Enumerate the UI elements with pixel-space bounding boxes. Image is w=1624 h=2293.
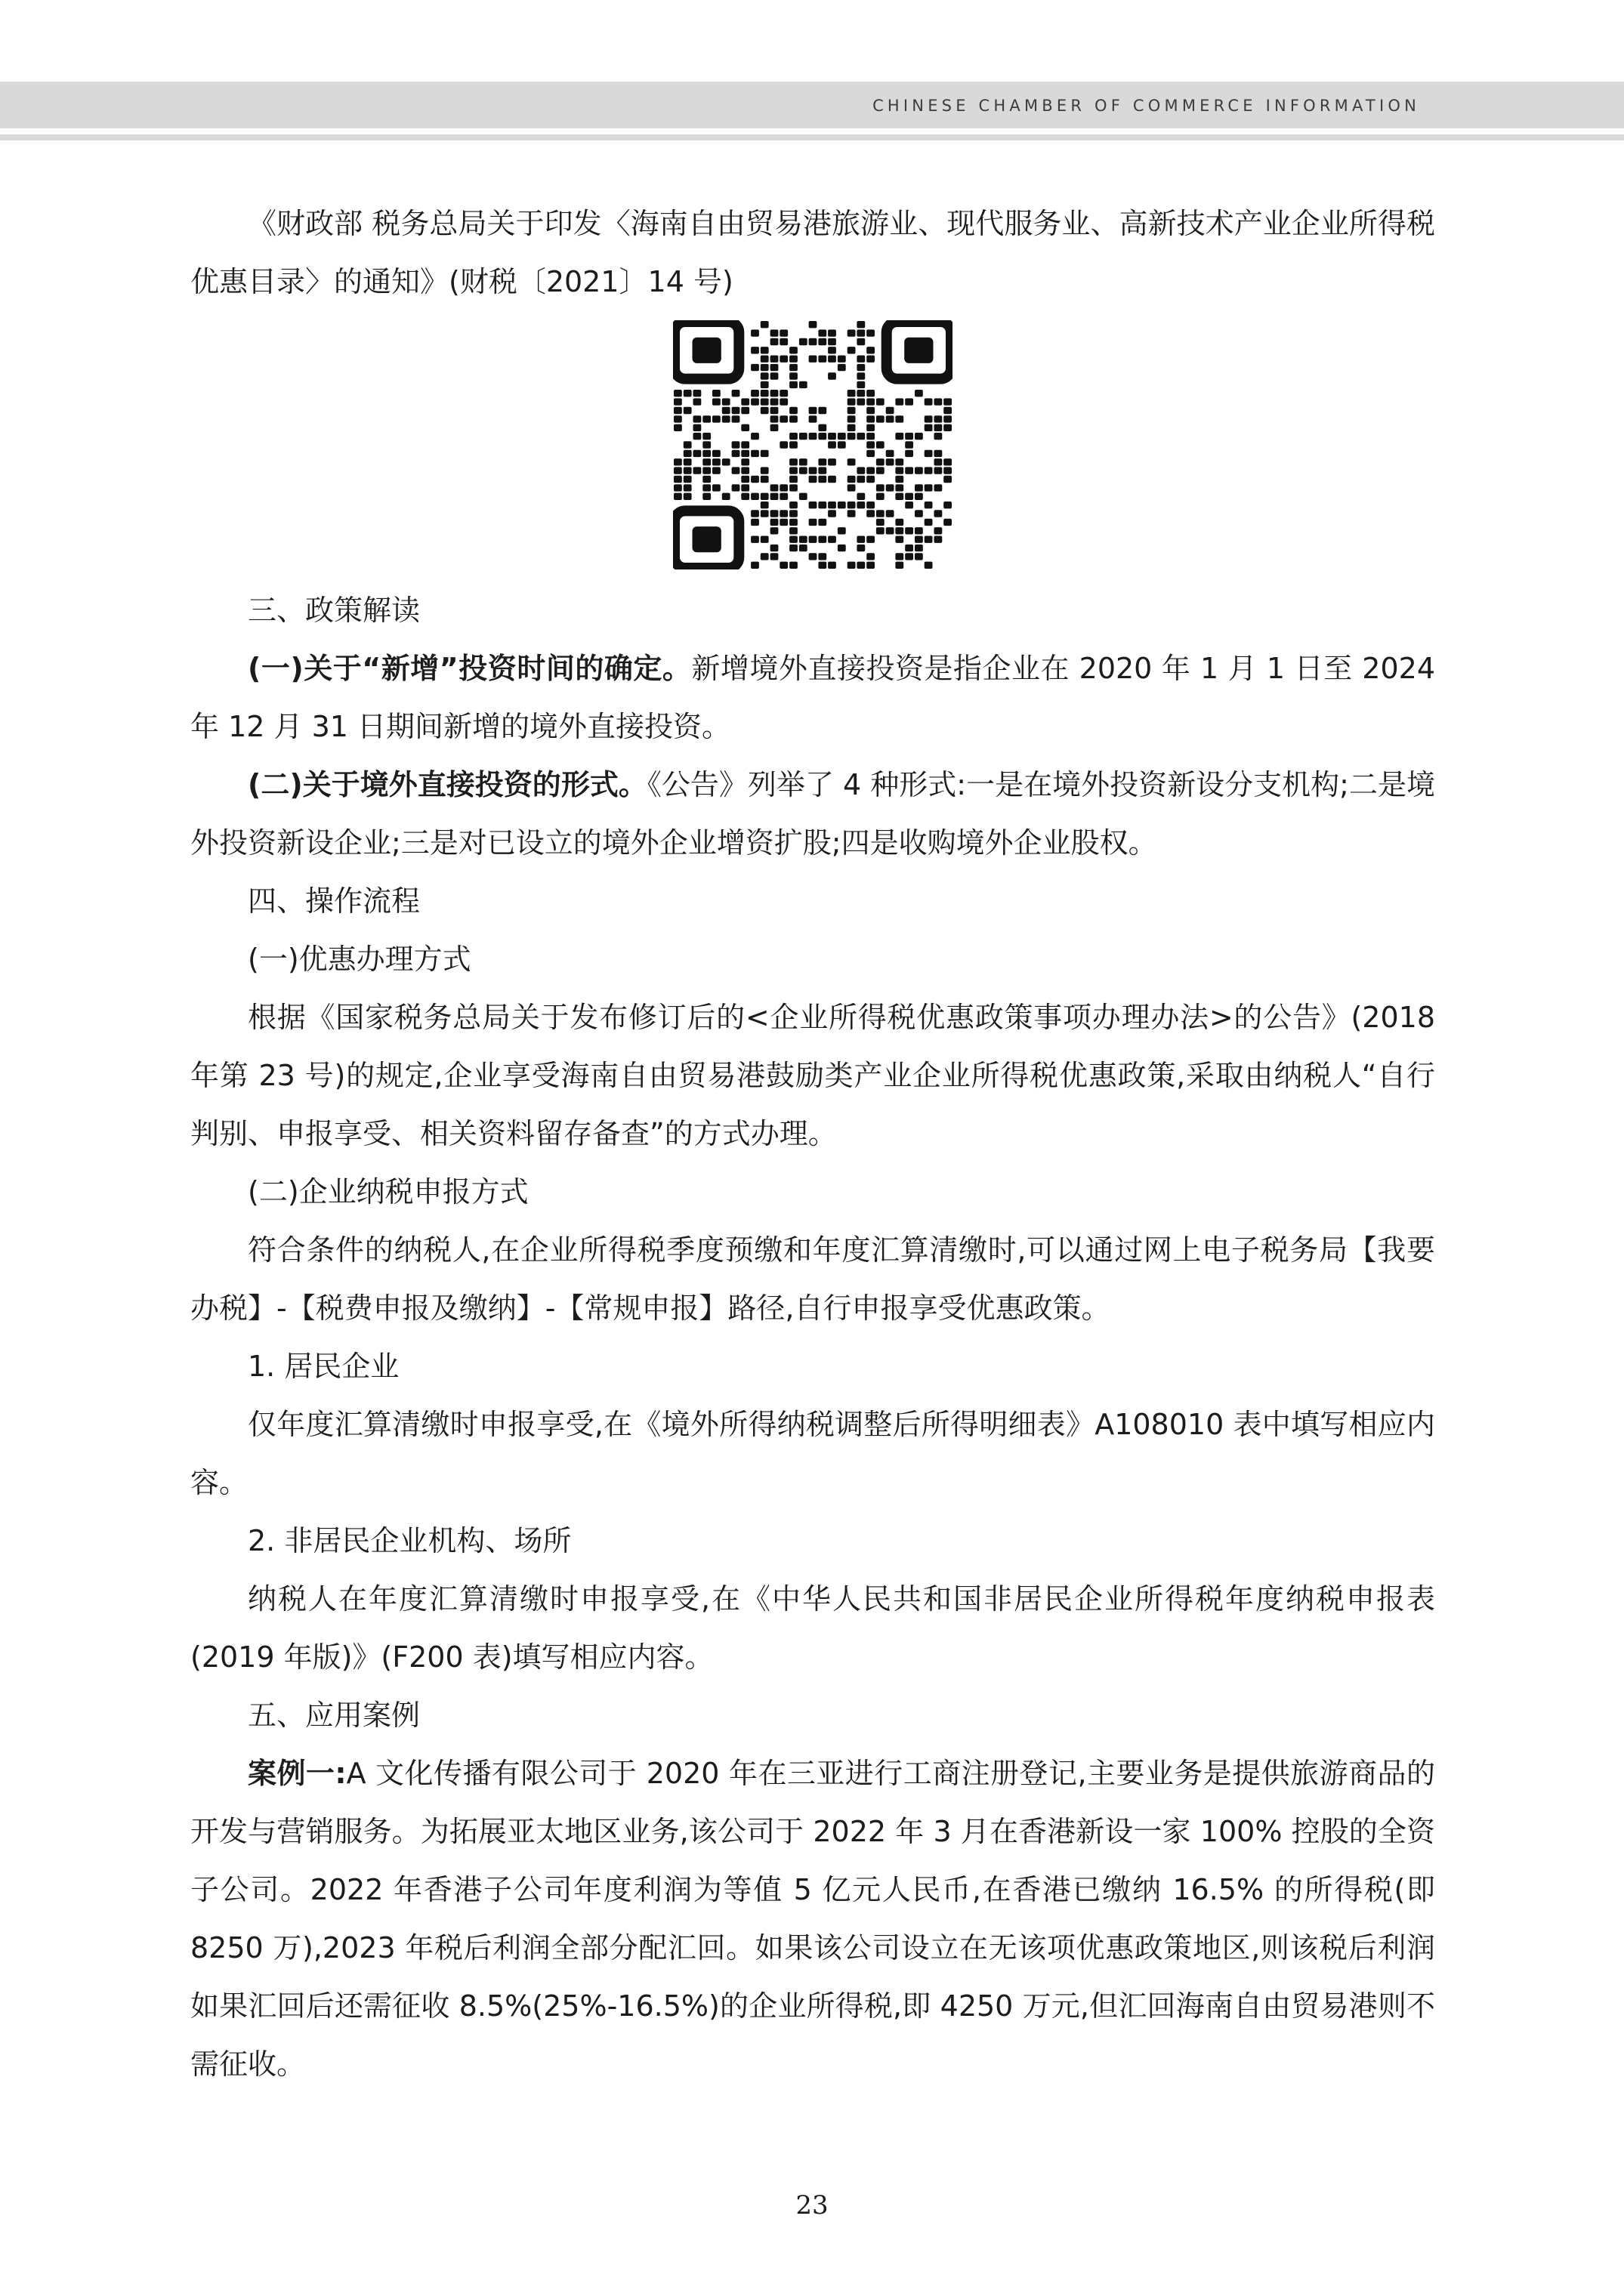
- section-4-paragraph-3: 仅年度汇算清缴时申报享受,在《境外所得纳税调整后所得明细表》A108010 表中填写相应内容。: [190, 1408, 1435, 1499]
- section-3-paragraph-1: [190, 640, 1435, 756]
- section-3-p2-heading: (二)关于境外直接投资的形式。: [248, 768, 647, 801]
- section-4-paragraph-2: 符合条件的纳税人,在企业所得税季度预缴和年度汇算清缴时,可以通过网上电子税务局【我要办税】-【税费申报及缴纳】-【常规申报】路径,自行申报享受优惠政策。: [190, 1233, 1435, 1325]
- header-title: CHINESE CHAMBER OF COMMERCE INFORMATION: [872, 97, 1420, 115]
- header-divider: [0, 134, 1624, 140]
- qr-code-container: [190, 314, 1435, 576]
- section-3-p1-heading: (一)关于“新增”投资时间的确定。: [248, 652, 692, 685]
- qr-code-icon[interactable]: [673, 320, 952, 569]
- section-4-paragraph-1: 根据《国家税务总局关于发布修订后的<企业所得税优惠政策事项办理办法>的公告》(2018 年第 23 号)的规定,企业享受海南自由贸易港鼓励类产业企业所得税优惠政策,采取由纳税人“自行判别、申报享受、相关资料留存备查”的方式办理。: [190, 1001, 1435, 1150]
- page-number: 23: [795, 2190, 829, 2220]
- section-4-subheading-1: (一)优惠办理方式: [248, 943, 471, 976]
- section-4-paragraph-4: 纳税人在年度汇算清缴时申报享受,在《中华人民共和国非居民企业所得税年度纳税申报表(2019 年版)》(F200 表)填写相应内容。: [190, 1582, 1435, 1674]
- document-body: [190, 195, 1435, 2094]
- section-4-item-2: 2. 非居民企业机构、场所: [248, 1524, 572, 1557]
- section-4-item-1: 1. 居民企业: [248, 1350, 400, 1383]
- case-1-text: A 文化传播有限公司于 2020 年在三亚进行工商注册登记,主要业务是提供旅游商品的开发与营销服务。为拓展亚太地区业务,该公司于 2022 年 3 月在香港新设一家 100% 控股的全资子公司。2022 年香港子公司年度利润为等值 5 亿元人民币,在香港已缴纳 16.5% 的所得税(即 8250 万),2023 年税后利润全部分配汇回。如果该公司设立在无该项优惠政策地区,则该税后利润如果汇回后还需征收 8.5%(25%-16.5%)的企业所得税,即 4250 万元,但汇回海南自由贸易港则不需征收。: [190, 1757, 1435, 2081]
- section-5-title: 五、应用案例: [248, 1699, 421, 1732]
- section-4-subheading-2: (二)企业纳税申报方式: [248, 1175, 529, 1208]
- intro-paragraph: 《财政部 税务总局关于印发〈海南自由贸易港旅游业、现代服务业、高新技术产业企业所得税优惠目录〉的通知》(财税〔2021〕14 号): [190, 207, 1435, 298]
- section-3-title: 三、政策解读: [248, 594, 421, 627]
- section-4-title: 四、操作流程: [248, 884, 421, 918]
- case-1-label: 案例一:: [248, 1757, 347, 1790]
- section-3-p2-text: 《公告》列举了 4 种形式:一是在境外投资新设分支机构;二是境外投资新设企业;三是对已设立的境外企业增资扩股;四是收购境外企业股权。: [190, 768, 1435, 859]
- section-5-case-1: [190, 1745, 1435, 2094]
- section-3-paragraph-2: [190, 756, 1435, 872]
- section-3-p1-text: 新增境外直接投资是指企业在 2020 年 1 月 1 日至 2024 年 12 月 31 日期间新增的境外直接投资。: [190, 652, 1435, 743]
